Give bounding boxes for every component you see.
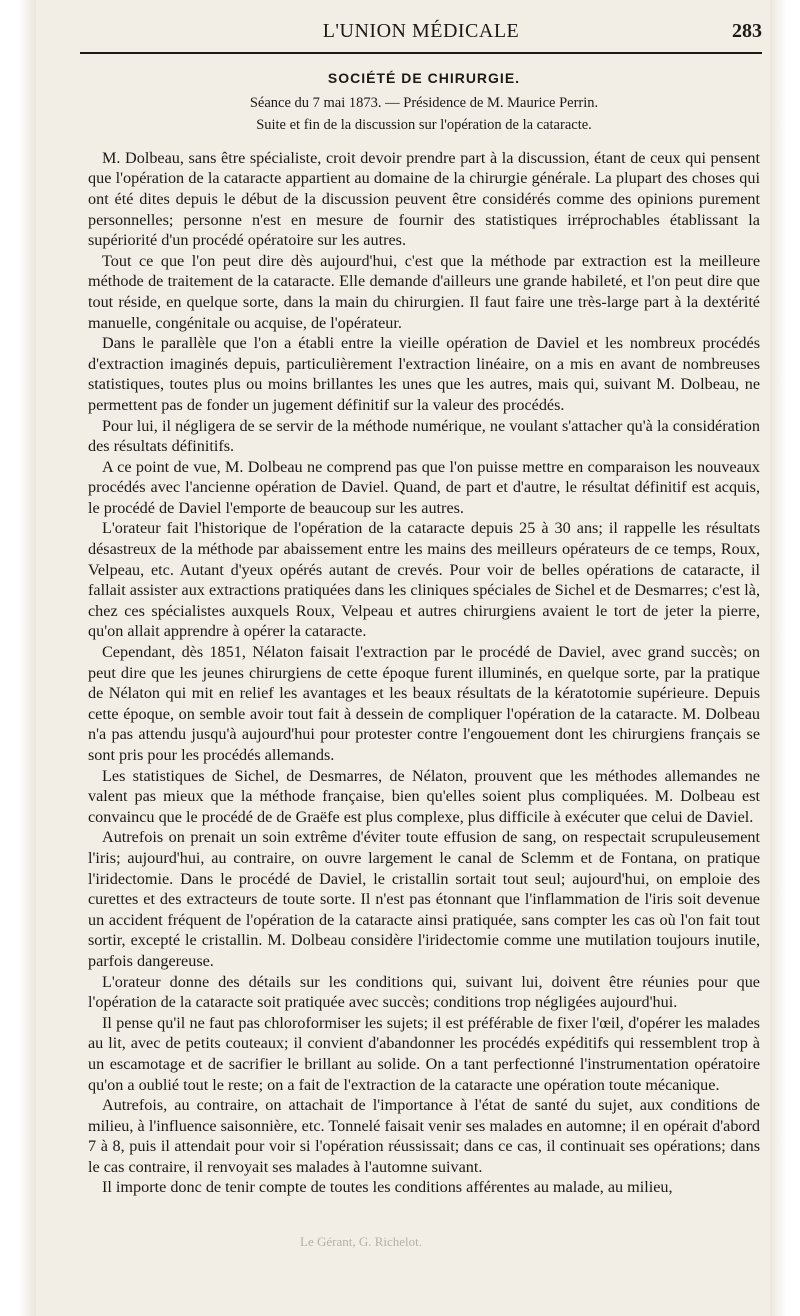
bleed-through-signature: Le Gérant, G. Richelot. xyxy=(300,1234,423,1249)
paragraph-3: Dans le parallèle que l'on a établi entre la vieille opération de Daviel et les nombreux procédés d'extraction imaginés depuis, particulièrement l'extraction linéaire, on a mis en avant de nombreuses statistiques, toutes plus ou moins brillantes les unes que les autres, mais qui, suivant M. Dolbeau, ne permettent pas de fonder un jugement définitif sur la valeur des procédés. xyxy=(88,334,760,414)
discussion-subtitle: Suite et fin de la discussion sur l'opération de la cataracte. xyxy=(256,117,592,134)
header-rule xyxy=(80,52,762,54)
scan-right-margin xyxy=(770,0,800,1316)
paragraph-11: Il pense qu'il ne faut pas chloroformiser les sujets; il est préférable de fixer l'œil, d'opérer les malades au lit, avec de petits couteaux; il convient d'abandonner les procédés expéditifs qui ressemblent trop à un escamotage et de sacrifier le brillant au solide. On a tant perfectionné l'instrumentation opératoire qu'on a oublié tout le reste; on a fait de l'extraction de la cataracte une opération toute mécanique. xyxy=(88,1013,760,1094)
scan-left-margin xyxy=(0,0,36,1316)
paragraph-10: L'orateur donne des détails sur les conditions qui, suivant lui, doivent être réunies pour que l'opération de la cataracte soit pratiquée avec succès; conditions trop négligées aujourd'hui. xyxy=(88,972,760,1012)
paragraph-12: Autrefois, au contraire, on attachait de l'importance à l'état de santé du sujet, aux conditions de milieu, à l'influence saisonnière, etc. Tonnelé faisait venir ses malades en automne; il en opérait d'abord 7 à 8, puis il attendait pour voir si l'opération réussissait; dans ce cas, il continuait ses opérations; dans le cas contraire, il renvoyait ses malades à l'automne suivant. xyxy=(88,1096,760,1176)
paragraph-4: Pour lui, il négligera de se servir de la méthode numérique, ne voulant s'attacher qu'à la considération des résultats définitifs. xyxy=(88,416,760,456)
paragraph-7: Cependant, dès 1851, Nélaton faisait l'extraction par le procédé de Daviel, avec grand succès; on peut dire que les jeunes chirurgiens de cette époque furent illuminés, en quelque sorte, par la pratique de Nélaton qui mit en relief les avantages et les beaux résultats de la kératotomie supérieure. Depuis cette époque, on semble avoir tout fait à dessein de compliquer l'opération de la cataracte. M. Dolbeau n'a pas attendu jusqu'à aujourd'hui pour protester contre l'engouement dont les chirurgiens français se sont pris pour les procédés allemands. xyxy=(88,643,760,764)
page-header xyxy=(80,20,762,50)
section-title: SOCIÉTÉ DE CHIRURGIE. xyxy=(327,70,521,86)
paragraph-6: L'orateur fait l'historique de l'opération de la cataracte depuis 25 à 30 ans; il rappelle les résultats désastreux de la méthode par abaissement entre les mains des meilleurs opérateurs de ce temps, Roux, Velpeau, etc. Autant d'yeux opérés autant de crevés. Pour voir de belles opérations de cataracte, il fallait assister aux extractions pratiquées dans les cliniques spéciales de Sichel et de Desmarres; c'est là, chez ces spécialistes auxquels Roux, Velpeau et autres chirurgiens avaient le tort de jeter la pierre, qu'on allait apprendre à opérer la cataracte. xyxy=(88,519,760,641)
paragraph-9: Autrefois on prenait un soin extrême d'éviter toute effusion de sang, on respectait scrupuleusement l'iris; aujourd'hui, au contraire, on ouvre largement le canal de Sclemm et de Fontana, on pratique l'iridectomie. Dans le procédé de Daviel, le cristallin sortait tout seul; aujourd'hui, on emploie des curettes et des extracteurs de toute sorte. Il n'est pas étonnant que l'inflammation de l'iris soit devenue un accident fréquent de l'opération de la cataracte ainsi pratiquée, sans compter les cas où l'on fait tout sortir, excepté le cristallin. M. Dolbeau considère l'iridectomie comme une mutilation toujours inutile, parfois dangereuse. xyxy=(88,828,760,970)
paragraph-1: M. Dolbeau, sans être spécialiste, croit devoir prendre part à la discussion, étant de ceux qui pensent que l'opération de la cataracte appartient au domaine de la chirurgie générale. La plupart des choses qui ont été dites depuis le début de la discussion peuvent être considérés comme des opinions purement personnelles; personne n'est en mesure de fournir des statistiques irréprochables établissant la supériorité d'un procédé opératoire sur les autres. xyxy=(88,148,760,250)
paragraph-8: Les statistiques de Sichel, de Desmarres, de Nélaton, prouvent que les méthodes allemandes ne valent pas mieux que la méthode française, bien qu'elles soient plus compliquées. M. Dolbeau est convaincu que le procédé de de Graëfe est plus complexe, plus difficile à exécuter que celui de Daviel. xyxy=(88,766,760,826)
session-line: Séance du 7 mai 1873. — Présidence de M. Maurice Perrin. xyxy=(249,94,599,111)
article-body xyxy=(88,68,760,1198)
paragraph-5: A ce point de vue, M. Dolbeau ne comprend pas que l'on puisse mettre en comparaison les nouveaux procédés avec l'ancienne opération de Daviel. Quand, de part et d'autre, le résultat définitif est acquis, le procédé de Daviel l'emporte de beaucoup sur les autres. xyxy=(88,457,760,517)
paragraph-2: Tout ce que l'on peut dire dès aujourd'hui, c'est que la méthode par extraction est la meilleure méthode de traitement de la cataracte. Elle demande d'ailleurs une grande habileté, et l'on peut dire que tout réside, en quelque sorte, dans la main du chirurgien. Il faut faire une très-large part à la dextérité manuelle, congénitale ou acquise, de l'opérateur. xyxy=(88,251,760,332)
running-title: L'UNION MÉDICALE xyxy=(322,20,520,42)
paragraph-13: Il importe donc de tenir compte de toutes les conditions afférentes au malade, au milieu, xyxy=(102,1178,673,1197)
page-number: 283 xyxy=(732,20,762,42)
